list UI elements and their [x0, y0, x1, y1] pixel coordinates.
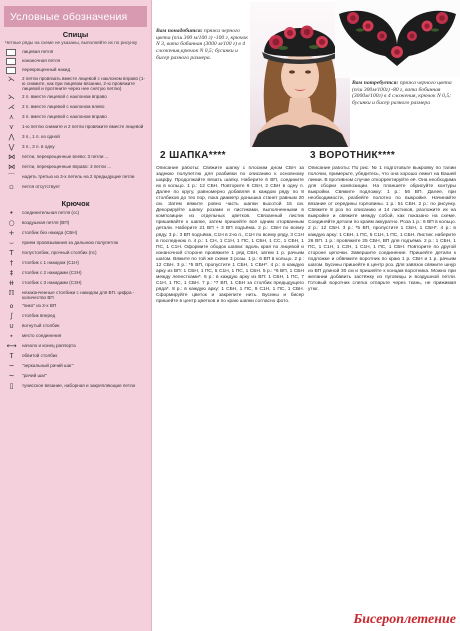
collar-section-title: [310, 150, 395, 161]
knit-legend-label: 3 п., 3 п. в одну: [22, 143, 55, 149]
knit-symbol: [6, 58, 16, 65]
knit-symbol: [4, 114, 19, 122]
crochet-symbol: [4, 323, 19, 331]
knit-legend-row: [0, 113, 151, 123]
crochet-legend-row: [0, 229, 151, 239]
crochet-symbol-icon: •: [9, 209, 14, 218]
knit-symbol: [4, 184, 19, 192]
knit-symbol: [4, 154, 19, 162]
crochet-symbol-icon: ⟷: [6, 341, 17, 350]
legend-panel: [0, 0, 152, 631]
crochet-symbol-icon: ⲟ: [9, 301, 14, 310]
crochet-symbol: [4, 313, 19, 321]
crochet-legend-row: [0, 279, 151, 289]
crochet-legend-label: "пико" из 3-х ВП: [22, 302, 57, 308]
collar-materials-text: пряжа черного цвета (п/ш 300м/100г) -80 г, вата бобинная (3000м/100г) в 4 сложения, крючок N 0,5; бусинки и бисер разного размера: [352, 80, 452, 107]
knit-symbol-icon: ⋎: [8, 123, 15, 132]
collar-difficulty-stars: ****: [378, 150, 396, 161]
crochet-legend-row: [0, 312, 151, 322]
crochet-legend-row: [0, 362, 151, 372]
crochet-legend-row: [0, 382, 151, 392]
crochet-symbol-icon: †: [9, 259, 14, 268]
knit-symbol: [4, 124, 19, 132]
knit-legend-row: [0, 75, 151, 93]
crochet-legend-row: [0, 269, 151, 279]
crochet-symbol-icon: ○: [8, 219, 15, 228]
crochet-legend-label: полустолбик, прочный столбик (пс): [22, 249, 97, 255]
knit-legend-row: [0, 133, 151, 143]
crochet-symbol-icon: Ⲧ: [9, 351, 14, 360]
crochet-legend-label: вогнутый столбик: [22, 322, 60, 328]
knit-legend-row: [0, 153, 151, 163]
crochet-legend-label: незаконченные столбики с накидом для ВП. цифра - количество ВП: [22, 289, 135, 301]
crochet-legend-label: "зеркальный рачий шаг": [22, 362, 74, 368]
knit-legend-row: [0, 183, 151, 193]
crochet-legend-label: столбик с 1 накидом (С1Н): [22, 259, 79, 265]
knit-legend-label: петли, перекрещенные влево: 3 петли ...: [22, 153, 109, 159]
knit-legend-label: 3 п., 1 п. из одной: [22, 133, 60, 139]
crochet-symbol: [4, 210, 19, 218]
knit-legend-row: [0, 123, 151, 133]
knit-legend-label: 2 п. вместе лицевой с наклоном влево: [22, 103, 105, 109]
knit-legend-label: петля отсутствует: [22, 183, 60, 189]
knit-symbol-icon: ⋏: [8, 113, 15, 122]
crochet-legend-label: прием провязывания за дальнюю полупетлю: [22, 239, 119, 245]
crochet-legend-row: [0, 352, 151, 362]
crochet-legend-row: [0, 289, 151, 302]
crochet-symbol: [4, 270, 19, 278]
knit-symbol: [4, 144, 19, 152]
crochet-symbol-icon: ℿ: [8, 289, 15, 298]
crochet-symbol: [4, 353, 19, 361]
knit-legend-label: изнаночная петля: [22, 57, 61, 63]
crochet-legend-label: начало и конец раппорта: [22, 342, 76, 348]
crochet-symbol-icon: ∪: [8, 321, 15, 330]
knit-symbol-icon: ⌒: [8, 173, 15, 182]
collar-materials-lead: Вам потребуется:: [352, 80, 399, 86]
crochet-symbol-list: [0, 209, 151, 392]
crochet-symbol-icon: T: [9, 249, 14, 258]
hat-materials-caption: [156, 28, 248, 62]
crochet-symbol: [4, 290, 19, 298]
hat-difficulty-stars: ****: [208, 150, 226, 161]
knit-symbol-icon: ⋈: [8, 153, 15, 162]
collar-title-text: 3 ВОРОТНИК: [310, 150, 379, 161]
crochet-symbol-icon: ∫: [9, 311, 14, 320]
crochet-symbol: [4, 280, 19, 288]
legend-title: Условные обозначения: [4, 6, 147, 27]
crochet-legend-label: обвитой столбик: [22, 352, 58, 358]
crochet-legend-row: [0, 372, 151, 382]
crochet-legend-row: [0, 249, 151, 259]
hat-title-text: 2 ШАПКА: [160, 150, 209, 161]
knit-symbol: [4, 164, 19, 172]
knit-symbol-icon: ⋋: [8, 93, 15, 102]
collar-photo: [335, 0, 460, 78]
crochet-legend-label: столбик с 2 накидами (С2Н): [22, 269, 82, 275]
crochet-symbol-icon: ‡: [9, 269, 14, 278]
knit-symbol-icon: ⋌: [8, 103, 15, 112]
crochet-legend-row: [0, 259, 151, 269]
crochet-legend-row: [0, 322, 151, 332]
crochet-symbol-icon: ⧺: [8, 279, 15, 288]
crochet-legend-row: [0, 219, 151, 229]
knit-heading: Спицы: [62, 30, 89, 39]
knit-symbol-icon: ⋀: [8, 133, 15, 142]
knit-legend-row: [0, 173, 151, 183]
knit-symbol-icon: ⋁: [8, 143, 15, 152]
knit-legend-label: 2 петли провязать вместе лицевой с наклоном вправо (1-ю снимите, как при лицевом вязании, 2-ю провяжите лицевой и протяните через нее снятую петлю): [22, 75, 145, 92]
hat-materials-lead: Вам понадобится:: [156, 28, 203, 34]
collar-materials-caption: [352, 80, 456, 107]
crochet-symbol: [4, 303, 19, 311]
crochet-symbol: [4, 250, 19, 258]
crochet-legend-label: соединительная петля (сс): [22, 209, 80, 215]
crochet-legend-label: тунисское вязание, наборная и закрепляющие петли: [22, 382, 136, 388]
crochet-symbol: [4, 260, 19, 268]
crochet-symbol: [4, 373, 19, 381]
knit-symbol: [4, 76, 19, 84]
crochet-heading: Крючок: [61, 198, 90, 208]
crochet-legend-label: воздушная петля (ВП): [22, 219, 70, 225]
crochet-symbol-icon: ⌣: [9, 239, 14, 248]
crochet-symbol: [4, 240, 19, 248]
knit-legend-label: перекрещенный накид: [22, 66, 71, 72]
crochet-symbol: [4, 220, 19, 228]
crochet-legend-label: столбик без накида (СБН): [22, 229, 78, 235]
crochet-symbol-icon: ▯: [9, 381, 14, 390]
crochet-symbol-icon: +: [8, 229, 15, 238]
crochet-symbol: [4, 333, 19, 341]
crochet-legend-row: [0, 209, 151, 219]
hat-instructions: Описание работы: Свяжите шапку с плоским дном СБН за заднюю полупетлю для разбивки по описанию к основному шарфу. Продолжайте вязать шапку. Наберите 6 ВП, соедините их в кольцо. 1 р.: 12 СБН. Повторите 6 СБН, 2 СБН в одну п. Далее по кругу, равномерно добавляя в каждом ряду по 8 столбиков до тех пор, пока диаметр донышка станет равным 20 см. Затем вяжите ровно часть шапки высотой 15 см. Декорируйте шапку розами и листиками, выполненными в композиции из отдельных цветков. Связанный листик пришивайте к шапке, затем пришейте всё одним оторванным детали. Наберите 21 ВП + 3 ВП подъёма. 2 р.: СБН по всему ряду. 3 р.: 3 ВП подъёма, С1Н в 2-ю п., С1Н по всему ряду, 3 С1Н в последнюю п. 4 р.: 1 СН, 1 С1Н, 1 ПС, 1 СБН, 1 СС, 1 СБН, 1 ПС, 1 С1Н. Оформите ободок шапки: вдоль края по лицевой и изнаночной стороне провяжите 1 ряд СБН, затем 1 р. рачьим шагом. Вяжите по той же схеме 3 розы. 1 р.: 6 ВП в кольцо. 2 р.: 12 СБН. 3 р.: *5 ВП, пропустите 1 СБН, 1 СБН*. 4 р.: в каждую арку из ВП: 1 СБН, 1 ПС, 5 С1Н, 1 ПС, 1 СБН. 5 р.: *6 ВП, 1 СБН между лепестками*. 6 р.: в каждую арку из ВП: 1 СБН, 1 ПС, 7 С1Н, 1 ПС, 1 СБН. 7 р.: *7 ВП, 1 СБН за столбик предыдущего ряда*. 8 р.: в каждую арку: 1 СБН, 1 ПС, 9 С1Н, 1 ПС, 1 СБН. Сформируйте цветок и закрепите нить. Бусины и бисер пришейте в центр цветков и по краю шапки согласно фото.: [156, 166, 304, 305]
knit-legend-label: лицевая петля: [22, 48, 54, 54]
knit-symbol: [6, 67, 16, 74]
crochet-legend-label: столбик с 3 накидами (С3Н): [22, 279, 82, 285]
knit-legend-row: [0, 66, 151, 75]
crochet-legend-row: [0, 332, 151, 342]
crochet-legend-label: столбик вперед: [22, 312, 56, 318]
knit-legend-label: надеть третью из 3-х петель на 2 предыдущие петли: [22, 173, 135, 179]
knit-legend-row: [0, 143, 151, 153]
knit-symbol: [6, 49, 16, 56]
collar-instructions: Описание работы: По рис. № 1 подготовьте выкройку по талии полочки, примерьте, убедитесь, что она хорошо лежит на Вашей линии. В противном случае откорректируйте её. Она необходима для сборки композиции. На планшете обрисуйте контуры выкройки. Свяжите подложку: 1 р.: 56 ВП. Далее, при необходимости, разбейте полотно по выкройке. Начинайте вязание от середины горловины. 1 р.: 51 СБН. 2 р.: по рисунку. Свяжите 8 роз по описанию и 14 листиков, разложите их на выкройке и свяжите между собой, как показано на схеме. Соединяйте детали по краям аккуратно. Роза 1 р.: 6 ВП в кольцо. 2 р.: 12 СБН. 3 р.: *5 ВП, пропустите 1 СБН, 1 СБН*. 4 р.: в каждую арку: 1 СБН, 1 ПС, 5 С1Н, 1 ПС, 1 СБН. Листик: наберите 26 ВП. 1 р.: провяжите 25 СБН, ВП для подъёма. 2 р.: 1 СБН, 1 ПС, 1 С1Н, 1 С2Н, 1 С1Н, 1 ПС, 1 СБН. Повторите по другой стороне цепочки. Завершите соединение. Пришейте детали к подложке и обвяжите воротник по краю 1 р. СБН и 1 р. рачьим шагом. Бусины пришейте в центр роз. Для завязок свяжите шнур из ВП длиной 30 см и пришейте к концам воротника. Можно при желании добавить застёжку из пуговицы и воздушной петли. Готовый воротник слегка отпарьте через ткань, не прижимая утюг.: [308, 166, 456, 292]
page-badge: Бисероплетение: [353, 612, 456, 627]
crochet-legend-row: [0, 239, 151, 249]
hat-materials-text: пряжа черного цвета (п/ш 300 м/100 г) -100 г, крючок N 3, вата бобинная (3000 м/100 г) в 4 сложения,крючок N 0,5; бусинки и бисер разного размера.: [156, 28, 248, 61]
crochet-symbol-icon: ~: [8, 361, 15, 370]
crochet-symbol: [4, 383, 19, 391]
knit-symbol-icon: ⋈: [8, 163, 15, 172]
knit-legend-row: [0, 48, 151, 57]
knit-symbol: [4, 174, 19, 182]
knit-legend-row: [0, 93, 151, 103]
knit-legend-label: 1-ю петлю снимите и 2 петли провяжите вместе лицевой: [22, 123, 144, 129]
knit-symbol: [4, 94, 19, 102]
knit-legend-row: [0, 57, 151, 66]
knit-legend-label: петли, перекрещенные вправо: 3 петли ...: [22, 163, 112, 169]
knit-note: Четные ряды на схеме не указаны, выполняйте их по рисунку: [5, 40, 138, 45]
collar-illustration: [335, 0, 460, 78]
knit-legend-label: 2 п. вместе лицевой с наклоном вправо: [22, 93, 107, 99]
crochet-legend-row: [0, 342, 151, 352]
crochet-legend-label: "рачий шаг": [22, 372, 47, 378]
knit-symbol-list: [0, 48, 151, 193]
knit-legend-row: [0, 163, 151, 173]
hat-section-title: [160, 150, 226, 161]
crochet-symbol: [4, 363, 19, 371]
crochet-legend-row: [0, 302, 151, 312]
crochet-symbol: [4, 343, 19, 351]
crochet-legend-label: место соединения: [22, 332, 62, 338]
crochet-symbol-icon: ⋆: [9, 331, 14, 340]
knit-symbol: [4, 104, 19, 112]
knit-legend-row: [0, 103, 151, 113]
crochet-symbol-icon: ~: [8, 371, 15, 380]
crochet-symbol: [4, 230, 19, 238]
knit-legend-label: 3 п. вместе лицевой с наклоном вправо: [22, 113, 107, 119]
knit-symbol-icon: ⋋: [8, 74, 15, 83]
knit-symbol: [4, 134, 19, 142]
knit-symbol-icon: ▫: [9, 183, 14, 192]
